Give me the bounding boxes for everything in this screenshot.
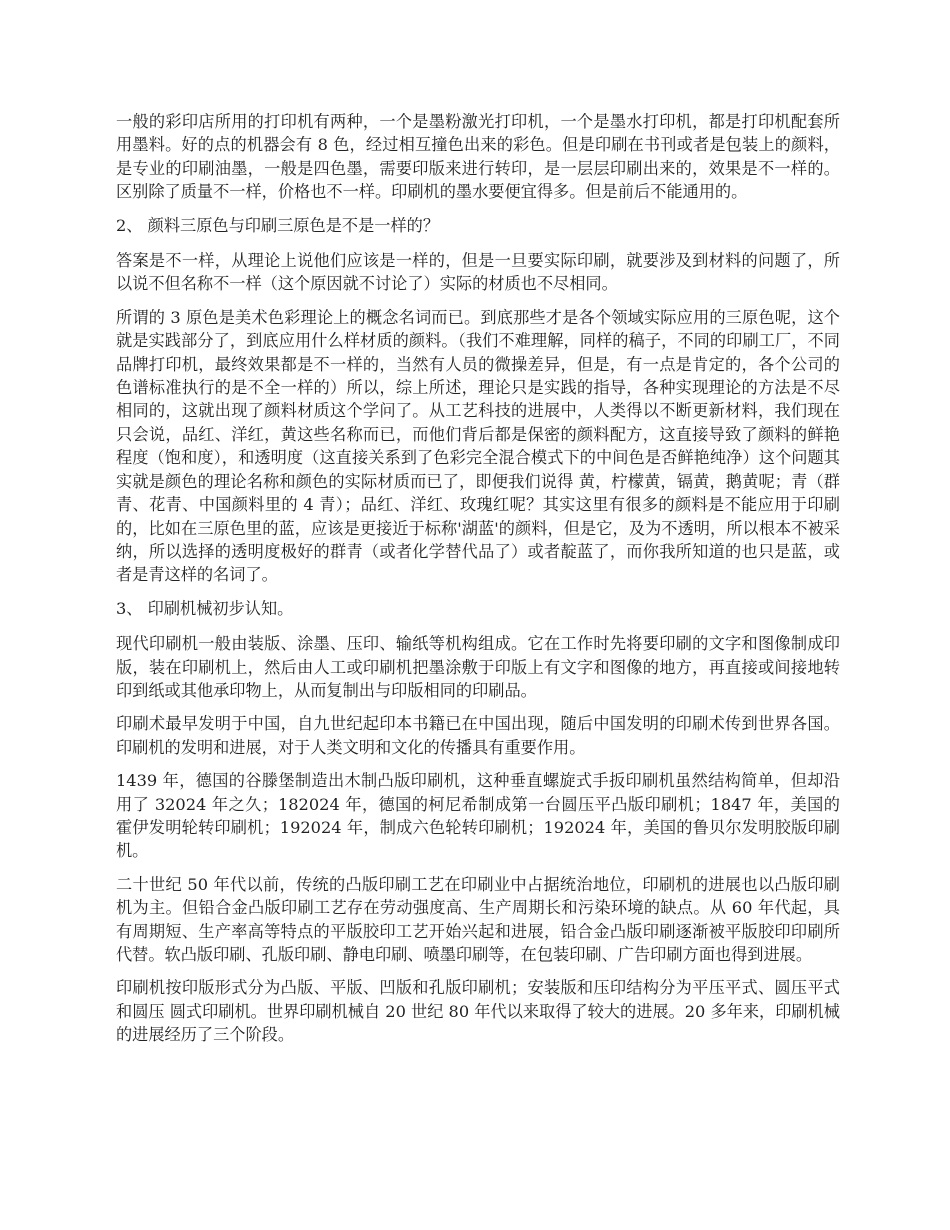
paragraph-printing-origin: 印刷术最早发明于中国，自九世纪起印本书籍已在中国出现，随后中国发明的印刷术传到世界各国。印刷机的发明和进展，对于人类文明和文化的传播具有重要作用。 xyxy=(116,714,840,757)
paragraph-printer-types: 一般的彩印店所用的打印机有两种，一个是墨粉激光打印机，一个是墨水打印机，都是打印机配套所用墨料。好的点的机器会有 8 色，经过相互撞色出来的彩色。但是印刷在书刊或者是包装上的颜料，是专业的印刷油墨，一般是四色墨，需要印版来进行转印，是一层层印刷出来的，效果是不一样的。区别除了质量不一样，价格也不一样。印刷机的墨水要便宜得多。但是前后不能通用的。 xyxy=(116,112,840,202)
paragraph-answer: 答案是不一样，从理论上说他们应该是一样的，但是一旦要实际印刷，就要涉及到材料的问题了，所以说不但名称不一样（这个原因就不讨论了）实际的材质也不尽相同。 xyxy=(116,251,840,294)
document-body xyxy=(116,110,840,1057)
paragraph-twentieth-century: 二十世纪 50 年代以前，传统的凸版印刷工艺在印刷业中占据统治地位，印刷机的进展也以凸版印刷机为主。但铅合金凸版印刷工艺存在劳动强度高、生产周期长和污染环境的缺点。从 60 年代起，具有周期短、生产率高等特点的平版胶印工艺开始兴起和进展，铅合金凸版印刷逐渐被平版胶印印刷所代替。软凸版印刷、孔版印刷、静电印刷、喷墨印刷等，在包装印刷、广告印刷方面也得到进展。 xyxy=(116,874,840,964)
section-heading-2: 2、 颜料三原色与印刷三原色是不是一样的？ xyxy=(116,215,440,235)
paragraph-modern-press: 现代印刷机一般由装版、涂墨、压印、输纸等机构组成。它在工作时先将要印刷的文字和图像制成印版，装在印刷机上，然后由人工或印刷机把墨涂敷于印版上有文字和图像的地方，再直接或间接地转印到纸或其他承印物上，从而复制出与印版相同的印刷品。 xyxy=(116,634,840,700)
paragraph-history-timeline: 1439 年，德国的谷滕堡制造出木制凸版印刷机，这种垂直螺旋式手扳印刷机虽然结构简单，但却沿用了 32024 年之久；182024 年，德国的柯尼希制成第一台圆压平凸版印刷机；1847 年，美国的霍伊发明轮转印刷机；192024 年，制成六色轮转印刷机；192024 年，美国的鲁贝尔发明胶版印刷机。 xyxy=(116,771,840,861)
paragraph-press-classification: 印刷机按印版形式分为凸版、平版、凹版和孔版印刷机；安装版和压印结构分为平压平式、圆压平式和圆压 圆式印刷机。世界印刷机械自 20 世纪 80 年代以来取得了较大的进展。20 多年来，印刷机械的进展经历了三个阶段。 xyxy=(116,978,840,1045)
section-heading-3: 3、 印刷机械初步认知。 xyxy=(116,598,294,618)
paragraph-primary-colors: 所谓的 3 原色是美术色彩理论上的概念名词而已。到底那些才是各个领域实际应用的三原色呢，这个就是实践部分了，到底应用什么样材质的颜料。（我们不难理解，同样的稿子，不同的印刷工厂，不同品牌打印机，最终效果都是不一样的，当然有人员的微操差异，但是，有一点是肯定的，各个公司的色谱标准执行的是不全一样的）所以，综上所述，理论只是实践的指导，各种实现理论的方法是不尽相同的，这就出现了颜料材质这个学问了。从工艺科技的进展中，人类得以不断更新材料，我们现在只会说，品红、洋红，黄这些名称而已，而他们背后都是保密的颜料配方，这直接导致了颜料的鲜艳程度（饱和度），和透明度（这直接关系到了色彩完全混合模式下的中间色是否鲜艳纯净）这个问题其实就是颜色的理论名称和颜色的实际材质而已了，即便我们说得 黄，柠檬黄，镉黄，鹅黄呢；青（群青、花青、中国颜料里的 4 青）；品红、洋红、玫瑰红呢？其实这里有很多的颜料是不能应用于印刷的，比如在三原色里的蓝，应该是更接近于标称'湖蓝'的颜料，但是它，及为不透明，所以根本不被采纳，所以选择的透明度极好的群青（或者化学替代品了）或者靛蓝了，而你我所知道的也只是蓝，或者是青这样的名词了。 xyxy=(116,307,840,585)
